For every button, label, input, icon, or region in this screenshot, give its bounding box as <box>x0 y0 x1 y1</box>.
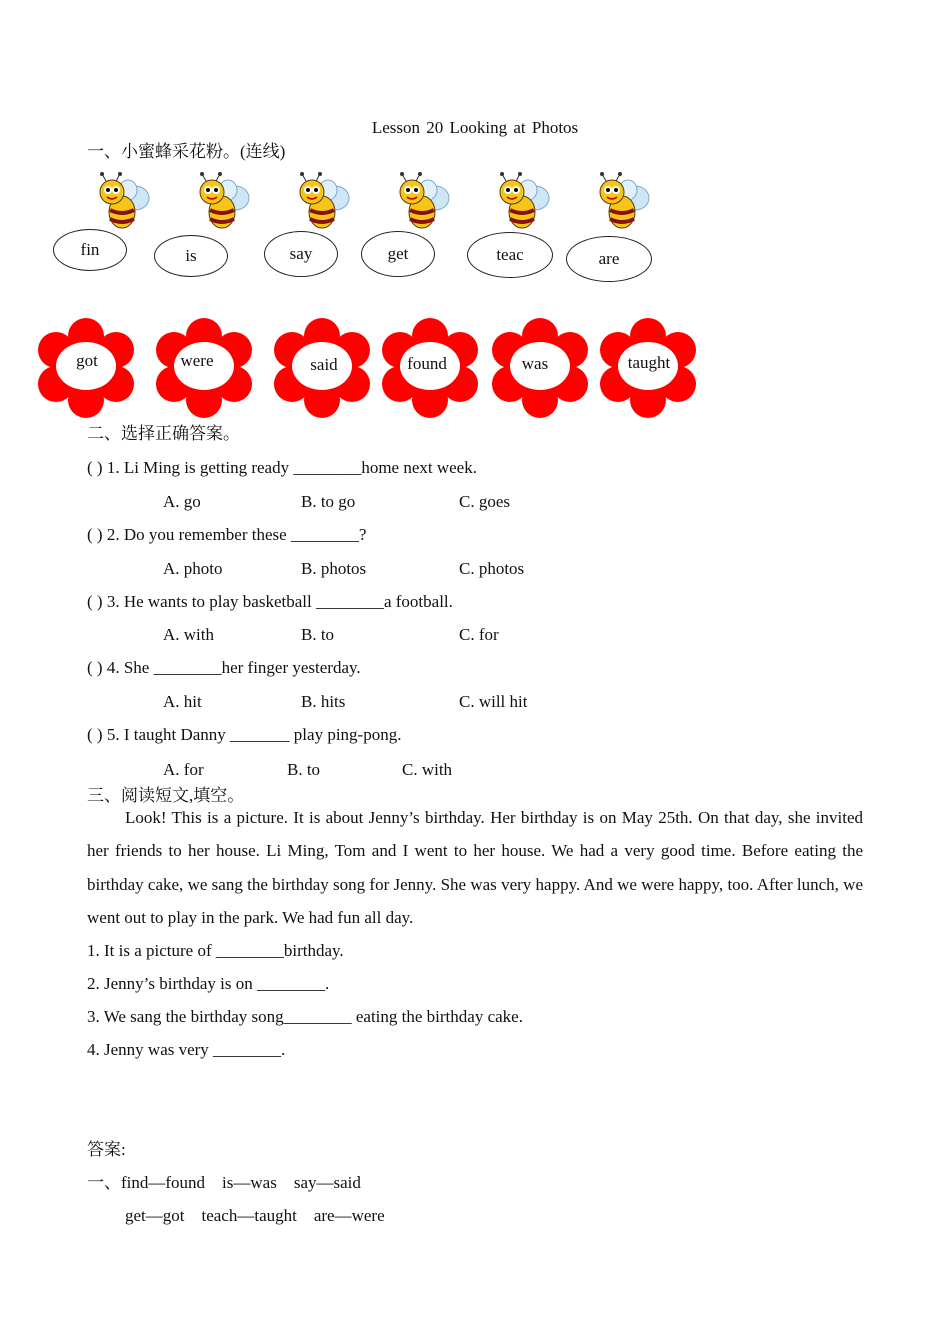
answers-line-1: 一、find—found is—was say—said <box>87 1173 361 1192</box>
bee-word-oval[interactable]: teac <box>467 232 553 278</box>
option-b[interactable]: B. to <box>301 625 335 644</box>
bee-word-oval[interactable]: fin <box>53 229 127 271</box>
option-c[interactable]: C. will hit <box>459 692 528 711</box>
flower-word: was <box>521 354 549 373</box>
option-b[interactable]: B. to go <box>301 492 356 511</box>
bee-word-oval[interactable]: say <box>264 231 338 277</box>
option-c[interactable]: C. for <box>459 625 499 644</box>
section1-heading: 一、小蜜蜂采花粉。(连线) <box>87 142 286 161</box>
question-1: ( ) 1. Li Ming is getting ready ________home next week. <box>87 458 477 477</box>
option-a[interactable]: A. for <box>163 760 204 779</box>
bee-word-oval[interactable]: is <box>154 235 228 277</box>
bee-icon <box>188 172 258 242</box>
question-5: ( ) 5. I taught Danny _______ play ping-pong. <box>87 725 402 744</box>
option-c[interactable]: C. photos <box>459 559 525 578</box>
section2-heading: 二、选择正确答案。 <box>87 424 240 443</box>
answers-line-2: get—got teach—taught are—were <box>125 1206 385 1225</box>
flower-word: taught <box>627 353 671 372</box>
option-a[interactable]: A. photo <box>163 559 223 578</box>
question-3: ( ) 3. He wants to play basketball ________a football. <box>87 592 453 611</box>
option-c[interactable]: C. goes <box>459 492 510 511</box>
reading-passage: Look! This is a picture. It is about Jenny’s birthday. Her birthday is on May 25th. On that day, she invited her friends to her house. Li Ming, Tom and I went to her house. We had a very good time. Before eating the birthday cake, we sang the birthday song for Jenny. She was very happy. And we were happy, too. After lunch, we went out to play in the park. We had fun all day. <box>87 808 863 927</box>
question-2: ( ) 2. Do you remember these ________? <box>87 525 367 544</box>
flower-word: got <box>76 351 98 370</box>
option-b[interactable]: B. to <box>287 760 321 779</box>
flower-word: were <box>180 351 214 370</box>
answers-heading: 答案: <box>87 1140 126 1159</box>
option-a[interactable]: A. hit <box>163 692 202 711</box>
section3-heading: 三、阅读短文,填空。 <box>87 786 245 805</box>
bee-icon <box>488 172 558 242</box>
option-a[interactable]: A. go <box>163 492 201 511</box>
option-a[interactable]: A. with <box>163 625 214 644</box>
blank-question-4: 4. Jenny was very ________. <box>87 1040 286 1059</box>
flower-word: found <box>407 354 447 373</box>
flower-word: said <box>310 355 338 374</box>
option-c[interactable]: C. with <box>402 760 453 779</box>
bee-word-oval[interactable]: get <box>361 231 435 277</box>
page-title: Lesson 20 Looking at Photos <box>371 118 579 137</box>
blank-question-3: 3. We sang the birthday song________ eating the birthday cake. <box>87 1007 523 1026</box>
question-4: ( ) 4. She ________her finger yesterday. <box>87 658 361 677</box>
blank-question-2: 2. Jenny’s birthday is on ________. <box>87 974 330 993</box>
option-b[interactable]: B. hits <box>301 692 346 711</box>
bee-word-oval[interactable]: are <box>566 236 652 282</box>
bee-row <box>40 172 680 287</box>
blank-question-1: 1. It is a picture of ________birthday. <box>87 941 344 960</box>
bee-icon <box>588 172 658 242</box>
option-b[interactable]: B. photos <box>301 559 367 578</box>
